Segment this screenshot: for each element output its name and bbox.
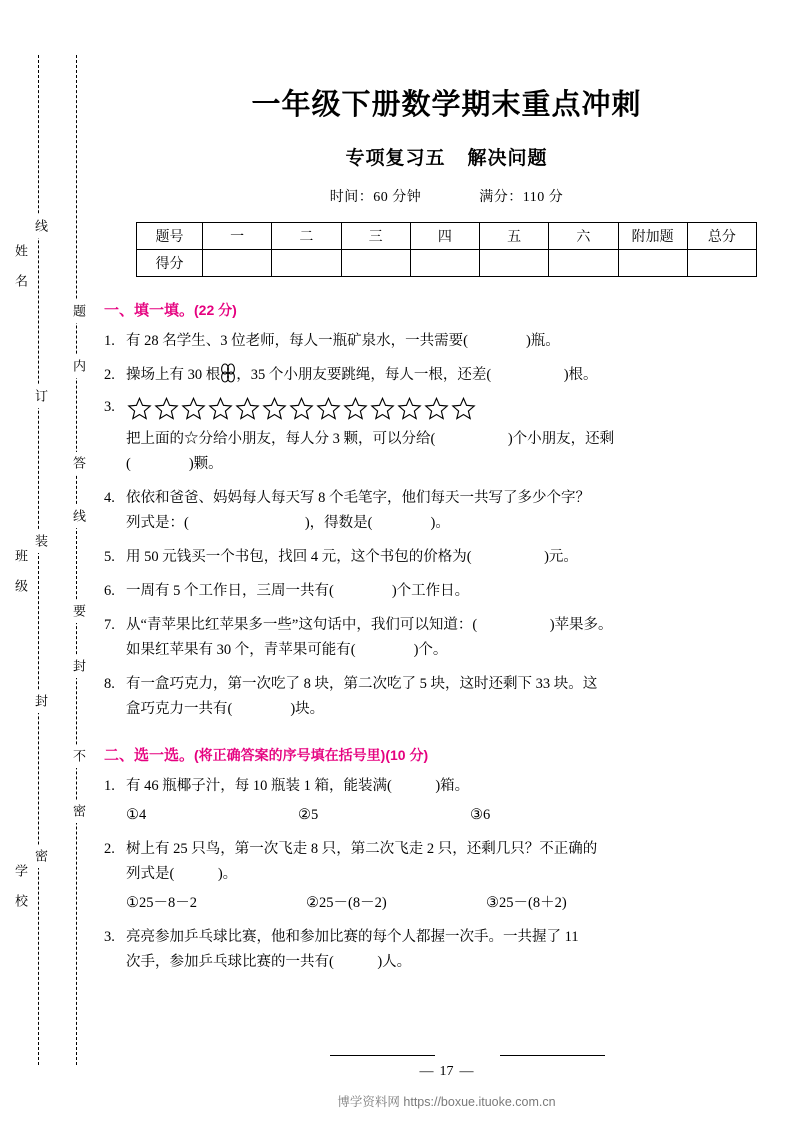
section-1-heading — [104, 299, 793, 320]
rail-seal-bind: 装 — [31, 530, 50, 553]
question-number: 1. — [104, 333, 115, 349]
page-body — [100, 0, 793, 1122]
option-c[interactable]: ③6 — [470, 807, 491, 823]
star-icon — [207, 396, 234, 421]
question-text: 有 28 名学生、3 位老师，每人一瓶矿泉水，一共需要( )瓶。 — [126, 333, 560, 349]
star-icon — [342, 396, 369, 421]
question-text: 用 50 元钱买一个书包，找回 4 元，这个书包的价格为( )元。 — [126, 549, 578, 565]
question-number: 2. — [104, 367, 115, 383]
score-cell-4[interactable] — [480, 250, 549, 277]
question-number: 7. — [104, 617, 115, 633]
rail-inner-3: 要 — [69, 600, 88, 623]
dashed-line-left — [38, 55, 39, 1065]
cell-col-7: 总分 — [687, 223, 756, 250]
score-cell-5[interactable] — [549, 250, 618, 277]
rail-label-school: 学 校 — [11, 860, 30, 913]
star-icon — [288, 396, 315, 421]
option-a[interactable]: ①25－8－2 — [126, 895, 197, 911]
page-number — [100, 1064, 793, 1080]
rail-inner-5: 内 — [69, 355, 88, 378]
rail-inner-8: 密 — [69, 800, 88, 823]
question-number: 5. — [104, 549, 115, 565]
cell-col-3: 四 — [410, 223, 479, 250]
question-text-line1: 从“青苹果比红苹果多一些”这句话中，我们可以知道：( )苹果多。 — [126, 617, 613, 633]
question-number: 1. — [104, 778, 115, 794]
star-icon — [450, 396, 477, 421]
rail-seal-line: 线 — [31, 215, 50, 238]
page-subtitle — [100, 143, 793, 170]
question-1-1 — [100, 329, 793, 354]
star-icon — [234, 396, 261, 421]
section-1-title: 一、填一填。 — [104, 302, 195, 319]
rail-inner-2: 答 — [69, 452, 88, 475]
star-icon — [261, 396, 288, 421]
question-1-4 — [100, 486, 793, 536]
cell-row-label-0: 题号 — [137, 223, 203, 250]
score-cell-0[interactable] — [203, 250, 272, 277]
watermark: 博学资料网 https://boxue.ituoke.com.cn — [337, 1095, 556, 1109]
question-number: 8. — [104, 676, 115, 692]
star-icon — [396, 396, 423, 421]
score-table — [136, 222, 757, 277]
cell-col-6: 附加题 — [618, 223, 687, 250]
question-1-7 — [100, 613, 793, 663]
question-1-5 — [100, 545, 793, 570]
question-2-1 — [100, 774, 793, 799]
cell-col-4: 五 — [480, 223, 549, 250]
table-row-score — [137, 250, 757, 277]
option-b[interactable]: ②25－(8－2) — [306, 895, 387, 911]
dashed-line-right — [76, 55, 77, 1065]
question-text-line1: 把上面的☆分给小朋友，每人分 3 颗，可以分给( )个小朋友，还剩 — [126, 431, 615, 447]
dash-right: — — [459, 1064, 474, 1079]
jump-rope-icon — [220, 363, 236, 383]
question-2-1-options — [100, 803, 793, 828]
question-1-2: 2. 操场上有 30 根 ，35 个小朋友要跳绳，每人一根，还差( )根。 — [100, 363, 793, 388]
question-2-2-options — [100, 891, 793, 916]
footer-rule-right — [500, 1055, 605, 1056]
question-text-line2: ( )颗。 — [126, 456, 223, 472]
section-1-score: (22 分) — [194, 302, 237, 318]
question-text-line2: 如果红苹果有 30 个，青苹果可能有( )个。 — [126, 642, 448, 658]
question-number: 3. — [104, 399, 115, 415]
fullscore-label: 满分：110 分 — [479, 190, 564, 205]
question-text-line1: 依依和爸爸、妈妈每人每天写 8 个毛笔字，他们每天一共写了多少个字？ — [126, 490, 590, 506]
cell-col-1: 二 — [272, 223, 341, 250]
page-title: 一年级下册数学期末重点冲刺 — [251, 89, 642, 121]
question-number: 6. — [104, 583, 115, 599]
star-row — [126, 399, 477, 416]
page-number-value: 17 — [439, 1064, 454, 1079]
rail-label-class: 班 级 — [11, 545, 30, 598]
question-text-line1: 树上有 25 只鸟，第一次飞走 8 只，第二次飞走 2 只，还剩几只？不正确的 — [126, 841, 598, 857]
rail-inner-4: 不 — [69, 745, 88, 768]
rail-seal-封: 封 — [31, 690, 50, 713]
score-cell-3[interactable] — [410, 250, 479, 277]
question-text: 有 46 瓶椰子汁，每 10 瓶装 1 箱，能装满( )箱。 — [126, 778, 470, 794]
star-icon — [369, 396, 396, 421]
exam-meta — [100, 186, 793, 206]
score-cell-2[interactable] — [341, 250, 410, 277]
question-2-2 — [100, 837, 793, 887]
cell-col-0: 一 — [203, 223, 272, 250]
question-text-line2: 次手，参加乒乓球比赛的一共有( )人。 — [126, 954, 412, 970]
margin-rail — [0, 0, 100, 1122]
cell-row-label-1: 得分 — [137, 250, 203, 277]
rail-seal-order: 订 — [31, 385, 50, 408]
section-2-note: (将正确答案的序号填在括号里)(10 分) — [194, 747, 429, 763]
question-1-3-text — [100, 427, 793, 477]
section-2-heading — [104, 744, 793, 765]
section-2-title: 二、选一选。 — [104, 747, 195, 764]
question-1-8 — [100, 672, 793, 722]
rail-inner-6: 线 — [69, 505, 88, 528]
star-icon — [153, 396, 180, 421]
option-a[interactable]: ①4 — [126, 807, 147, 823]
footer-rule-left — [330, 1055, 435, 1056]
star-icon — [180, 396, 207, 421]
cell-col-5: 六 — [549, 223, 618, 250]
score-cell-7[interactable] — [687, 250, 756, 277]
rail-seal-secret: 密 — [31, 845, 50, 868]
question-number: 3. — [104, 929, 115, 945]
question-2-3 — [100, 925, 793, 975]
rail-inner-7: 封 — [69, 655, 88, 678]
score-cell-6[interactable] — [618, 250, 687, 277]
score-cell-1[interactable] — [272, 250, 341, 277]
question-text: 一周有 5 个工作日，三周一共有( )个工作日。 — [126, 583, 470, 599]
question-number: 2. — [104, 841, 115, 857]
star-icon — [423, 396, 450, 421]
question-text-line2: 列式是( )。 — [126, 866, 238, 882]
subtitle-left: 专项复习五 — [345, 148, 446, 169]
time-label: 时间：60 分钟 — [329, 190, 422, 205]
option-b[interactable]: ②5 — [298, 807, 319, 823]
question-text-line1: 亮亮参加乒乓球比赛，他和参加比赛的每个人都握一次手。一共握了 11 — [126, 929, 579, 945]
question-text-line1: 有一盒巧克力，第一次吃了 8 块，第二次吃了 5 块，这时还剩下 33 块。这 — [126, 676, 598, 692]
rail-label-name: 姓 名 — [11, 240, 30, 293]
cell-col-2: 三 — [341, 223, 410, 250]
subtitle-right: 解决问题 — [467, 148, 548, 169]
question-text-line2: 列式是：( )，得数是( )。 — [126, 515, 450, 531]
star-icon — [315, 396, 342, 421]
star-icon — [126, 396, 153, 421]
rail-inner-1: 题 — [69, 300, 88, 323]
question-1-6 — [100, 579, 793, 604]
dash-left: — — [419, 1064, 434, 1079]
question-number: 4. — [104, 490, 115, 506]
question-1-3-stars — [100, 396, 793, 421]
option-c[interactable]: ③25－(8＋2) — [486, 895, 567, 911]
question-text-line2: 盒巧克力一共有( )块。 — [126, 701, 325, 717]
table-row-header — [137, 223, 757, 250]
